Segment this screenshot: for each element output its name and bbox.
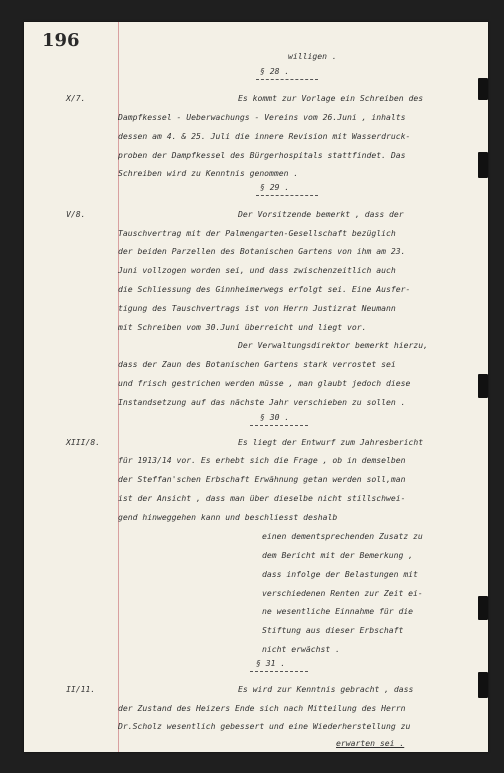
text-line: Juni vollzogen worden sei, und dass zwischenzeitlich auch (118, 265, 396, 275)
text-line: Der Vorsitzende bemerkt , dass der (238, 209, 404, 219)
text-line: dessen am 4. & 25. Juli die innere Revision mit Wasserdruck- (118, 131, 411, 141)
section-ref: X/7. (66, 93, 86, 103)
binding-tab (478, 152, 488, 178)
text-line: Es liegt der Entwurf zum Jahresbericht (238, 437, 424, 447)
text-line: dass der Zaun des Botanischen Gartens stark verrostet sei (118, 359, 396, 369)
text-line: proben der Dampfkessel des Bürgerhospitals stattfindet. Das (118, 150, 406, 160)
text-line: Stiftung aus dieser Erbschaft (262, 625, 404, 635)
binding-tab (478, 672, 488, 698)
top-line: willigen . (288, 51, 337, 61)
text-line: verschiedenen Renten zur Zeit ei- (262, 588, 423, 598)
text-line: Es wird zur Kenntnis gebracht , dass (238, 684, 414, 694)
text-line: und frisch gestrichen werden müsse , man glaubt jedoch diese (118, 378, 411, 388)
text-line: der Steffan'schen Erbschaft Erwähnung getan werden soll,man (118, 474, 406, 484)
text-line: ist der Ansicht , dass man über dieselbe nicht stillschwei- (118, 493, 406, 503)
section-heading-31: § 31 . (256, 658, 286, 668)
section-ref: V/8. (66, 209, 86, 219)
binding-tab (478, 374, 488, 398)
text-line: Tauschvertrag mit der Palmengarten-Gesellschaft bezüglich (118, 228, 396, 238)
text-line: Instandsetzung auf das nächste Jahr verschieben zu sollen . (118, 397, 406, 407)
text-line: der beiden Parzellen des Botanischen Gartens von ihm am 23. (118, 246, 406, 256)
text-line: erwarten sei . (336, 738, 405, 748)
heading-rule (256, 79, 318, 81)
text-line: Es kommt zur Vorlage ein Schreiben des (238, 93, 424, 103)
heading-rule (250, 671, 308, 673)
text-line: der Zustand des Heizers Ende sich nach Mitteilung des Herrn (118, 703, 406, 713)
document-page (24, 22, 488, 752)
text-line: dass infolge der Belastungen mit (262, 569, 418, 579)
page-number: 196 (42, 30, 80, 51)
binding-tab (478, 596, 488, 620)
text-line: ne wesentliche Einnahme für die (262, 606, 414, 616)
section-heading-30: § 30 . (260, 412, 290, 422)
binding-tab (478, 78, 488, 100)
text-line: einen dementsprechenden Zusatz zu (262, 531, 423, 541)
text-line: gend hinweggehen kann und beschliesst deshalb (118, 512, 338, 522)
text-line: Der Verwaltungsdirektor bemerkt hierzu, (238, 340, 429, 350)
text-line: tigung des Tauschvertrags ist von Herrn Justizrat Neumann (118, 303, 396, 313)
text-line: mit Schreiben vom 30.Juni überreicht und liegt vor. (118, 322, 367, 332)
section-ref: XIII/8. (66, 437, 101, 447)
heading-rule (250, 425, 308, 427)
text-line: Dampfkessel - Ueberwachungs - Vereins vom 26.Juni , inhalts (118, 112, 406, 122)
section-heading-29: § 29 . (260, 182, 290, 192)
text-line: Dr.Scholz wesentlich gebessert und eine Wiederherstellung zu (118, 721, 411, 731)
text-line: dem Bericht mit der Bemerkung , (262, 550, 414, 560)
text-line: für 1913/14 vor. Es erhebt sich die Frage , ob in demselben (118, 455, 406, 465)
text-line: die Schliessung des Ginnheimerwegs erfolgt sei. Eine Ausfer- (118, 284, 411, 294)
heading-rule (256, 195, 318, 197)
text-line: nicht erwächst . (262, 644, 340, 654)
section-heading-28: § 28 . (260, 66, 290, 76)
text-line: Schreiben wird zu Kenntnis genommen . (118, 168, 299, 178)
section-ref: II/11. (66, 684, 96, 694)
